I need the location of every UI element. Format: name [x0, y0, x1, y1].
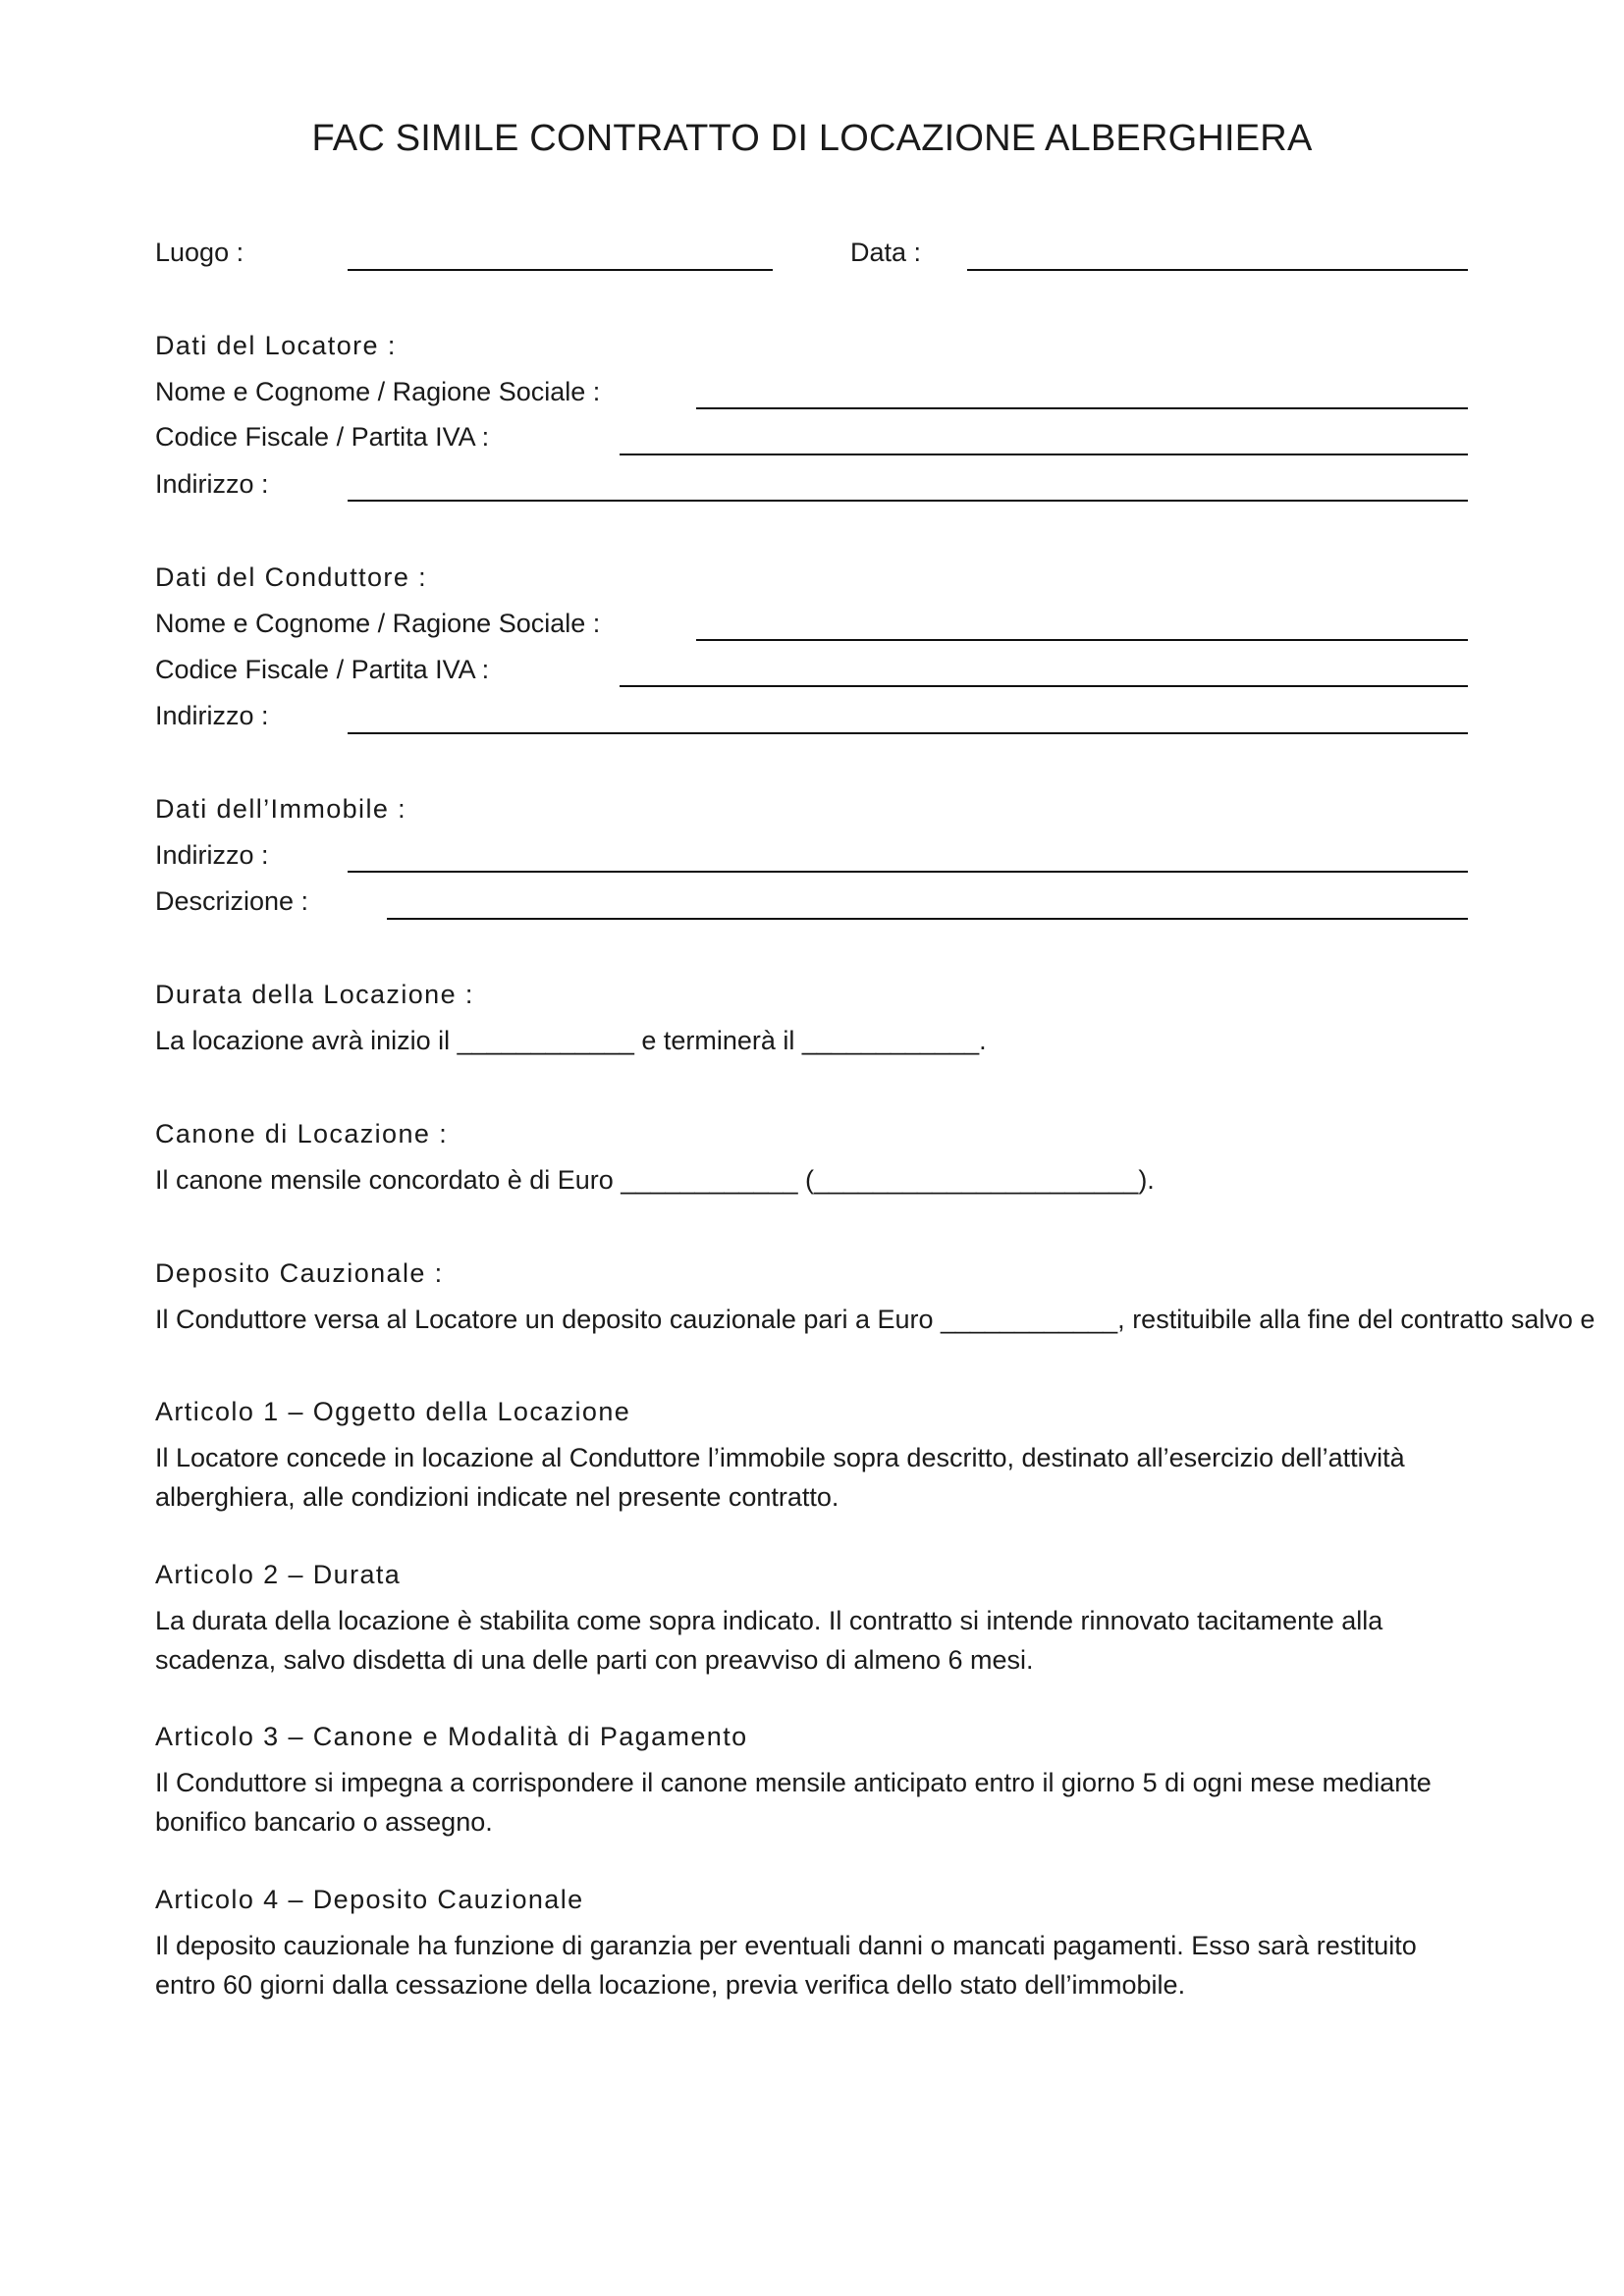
luogo-label: Luogo :	[155, 238, 244, 267]
immobile-indirizzo-field-line[interactable]	[348, 871, 1468, 873]
conduttore-nome-field-line[interactable]	[696, 639, 1468, 641]
durata-heading: Durata della Locazione :	[155, 980, 474, 1009]
locatore-nome-field-line[interactable]	[696, 407, 1468, 409]
article-3-body: Il Conduttore si impegna a corrispondere il canone mensile anticipato entro il giorno 5 di ogni mese mediante bonifico bancario o assegno.	[155, 1768, 1432, 1837]
canone-heading: Canone di Locazione :	[155, 1119, 449, 1148]
deposito-text: Il Conduttore versa al Locatore un deposito cauzionale pari a Euro ____________, restituibile alla fine del contratto salvo e	[155, 1305, 1596, 1334]
locatore-nome-label: Nome e Cognome / Ragione Sociale :	[155, 377, 601, 406]
article-3-heading: Articolo 3 – Canone e Modalità di Pagamento	[155, 1722, 748, 1751]
page-title: FAC SIMILE CONTRATTO DI LOCAZIONE ALBERGHIERA	[311, 118, 1313, 159]
conduttore-indirizzo-field-line[interactable]	[348, 732, 1468, 734]
conduttore-cf-label: Codice Fiscale / Partita IVA :	[155, 655, 490, 684]
article-1-body: Il Locatore concede in locazione al Conduttore l’immobile sopra descritto, destinato all’esercizio dell’attività alberghiera, alle condizioni indicate nel presente contratto.	[155, 1443, 1405, 1512]
article-2-heading: Articolo 2 – Durata	[155, 1560, 402, 1589]
article-2-body: La durata della locazione è stabilita come sopra indicato. Il contratto si intende rinnovato tacitamente alla scadenza, salvo disdetta di una delle parti con preavviso di almeno 6 mesi.	[155, 1606, 1383, 1675]
immobile-indirizzo-label: Indirizzo :	[155, 840, 269, 870]
canone-text: Il canone mensile concordato è di Euro ____________ (______________________).	[155, 1165, 1155, 1195]
luogo-field-line[interactable]	[348, 269, 773, 271]
conduttore-cf-field-line[interactable]	[620, 685, 1468, 687]
locatore-cf-field-line[interactable]	[620, 454, 1468, 455]
immobile-descrizione-field-line[interactable]	[387, 918, 1468, 920]
deposito-heading: Deposito Cauzionale :	[155, 1258, 444, 1288]
locatore-indirizzo-label: Indirizzo :	[155, 469, 269, 499]
locatore-cf-label: Codice Fiscale / Partita IVA :	[155, 422, 490, 452]
immobile-heading: Dati dell’Immobile :	[155, 794, 407, 824]
article-4-body: Il deposito cauzionale ha funzione di garanzia per eventuali danni o mancati pagamenti. Esso sarà restituito entro 60 giorni dalla cessazione della locazione, previa verifica dello stato dell’immobile.	[155, 1931, 1417, 2000]
article-4-heading: Articolo 4 – Deposito Cauzionale	[155, 1885, 584, 1914]
article-1-heading: Articolo 1 – Oggetto della Locazione	[155, 1397, 631, 1426]
data-field-line[interactable]	[967, 269, 1468, 271]
conduttore-heading: Dati del Conduttore :	[155, 562, 428, 592]
data-label: Data :	[850, 238, 922, 267]
immobile-descrizione-label: Descrizione :	[155, 886, 309, 916]
conduttore-nome-label: Nome e Cognome / Ragione Sociale :	[155, 609, 601, 638]
durata-text: La locazione avrà inizio il ____________ e terminerà il ____________.	[155, 1026, 987, 1055]
conduttore-indirizzo-label: Indirizzo :	[155, 701, 269, 730]
locatore-heading: Dati del Locatore :	[155, 331, 397, 360]
locatore-indirizzo-field-line[interactable]	[348, 500, 1468, 502]
